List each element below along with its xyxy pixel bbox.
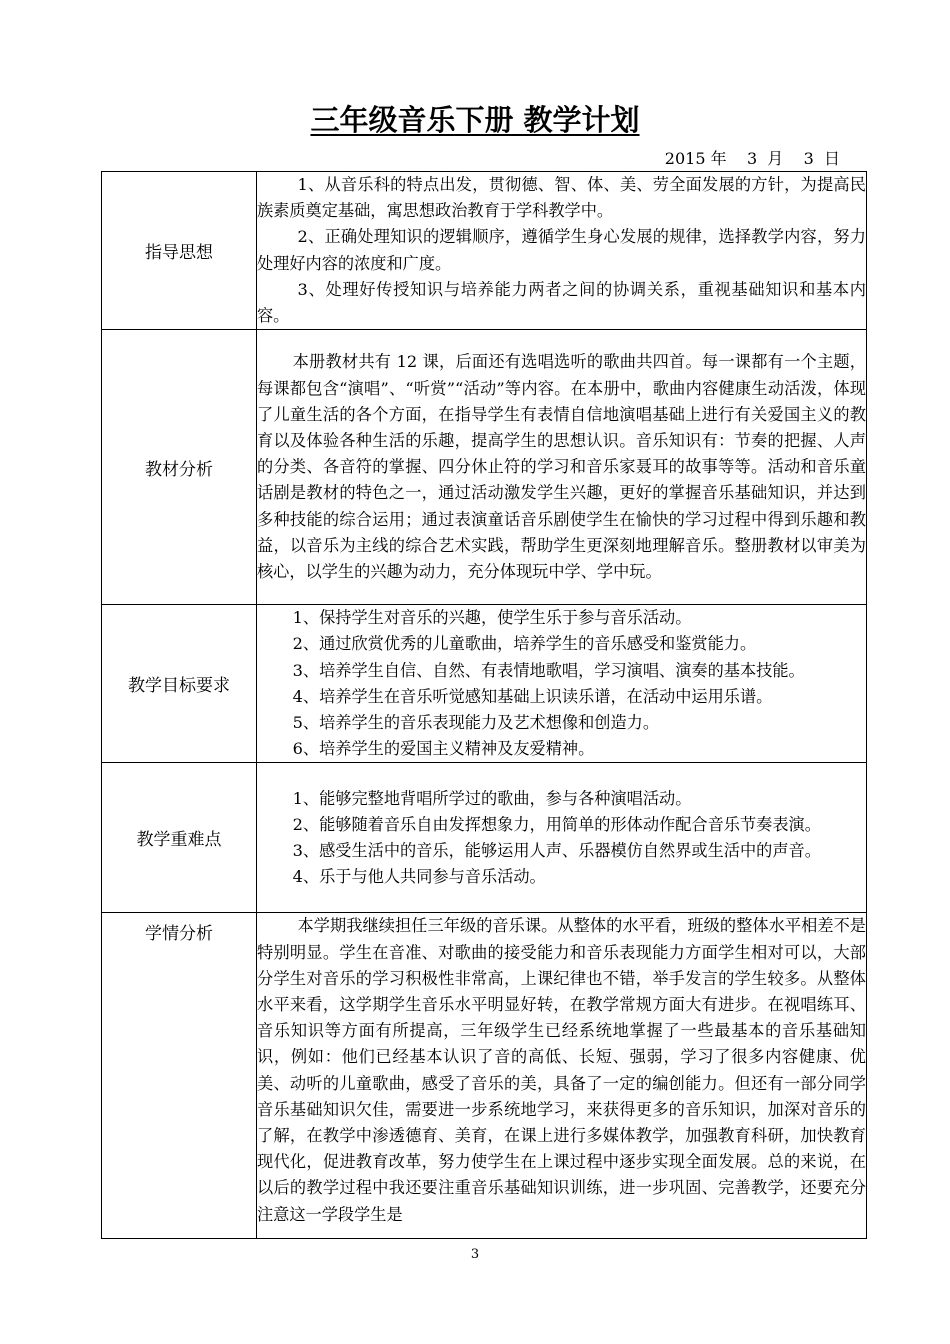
table-row	[102, 330, 867, 605]
paragraph: 1、从音乐科的特点出发，贯彻德、智、体、美、劳全面发展的方针，为提高民族素质奠定基础，寓思想政治教育于学科教学中。	[257, 175, 866, 221]
row-content-textbook-analysis	[257, 330, 867, 605]
page-title: 三年级音乐下册 教学计划	[310, 103, 640, 137]
row-label-textbook-analysis: 教材分析	[102, 330, 257, 605]
paragraph: 3、处理好传授知识与培养能力两者之间的协调关系，重视基础知识和基本内容。	[257, 279, 866, 326]
paragraph: 本学期我继续担任三年级的音乐课。从整体的水平看，班级的整体水平相差不是特别明显。学生在音准、对歌曲的接受能力和音乐表现能力方面学生相对可以，大部分学生对音乐的学习积极性非常高，上课纪律也不错，举手发言的学生较多。从整体水平来看，这学期学生音乐水平明显好转，在教学常规方面大有进步。在视唱练耳、音乐知识等方面有所提高，三年级学生已经系统地掌握了一些最基本的音乐基础知识，例如：他们已经基本认识了音的高低、长短、强弱，学习了很多内容健康、优美、动听的儿童歌曲，感受了音乐的美，具备了一定的编创能力。但还有一部分同学音乐基础知识欠佳，需要进一步系统地学习，来获得更多的音乐知识，加深对音乐的了解，在教学中渗透德育、美育，在课上进行多媒体教学，加强教育科研，加快教育现代化，促进教育改革，努力使学生在上课过程中逐步实现全面发展。总的来说，在以后的教学过程中我还要注重音乐基础知识训练，进一步巩固、完善教学，还要充分注意这一学段学生是	[257, 916, 866, 1224]
table-row	[102, 605, 867, 763]
row-label-key-difficulties: 教学重难点	[102, 763, 257, 913]
row-content-teaching-objectives	[257, 605, 867, 763]
date-line: 2015 年 3 月 3 日	[664, 149, 840, 168]
paragraph: 2、通过欣赏优秀的儿童歌曲，培养学生的音乐感受和鉴赏能力。	[292, 634, 757, 654]
teaching-plan-table	[101, 171, 867, 1239]
table-row	[102, 172, 867, 330]
row-content-student-analysis	[257, 913, 867, 1239]
paragraph: 本册教材共有 12 课，后面还有选唱选听的歌曲共四首。每一课都有一个主题，每课都包含“演唱”、“听赏”“活动”等内容。在本册中，歌曲内容健康生动活泼，体现了儿童生活的各个方面，在指导学生有表情自信地演唱基础上进行有关爱国主义的教育以及体验各种生活的乐趣，提高学生的思想认识。音乐知识有：节奏的把握、人声的分类、各音符的掌握、四分休止符的学习和音乐家聂耳的故事等等。活动和音乐童话剧是教材的特色之一，通过活动激发学生兴趣，更好的掌握音乐基础知识，并达到多种技能的综合运用；通过表演童话音乐剧使学生在愉快的学习过程中得到乐趣和教益，以音乐为主线的综合艺术实践，帮助学生更深刻地理解音乐。整册教材以审美为核心，以学生的兴趣为动力，充分体现玩中学、学中玩。	[257, 352, 866, 581]
paragraph: 4、乐于与他人共同参与音乐活动。	[292, 867, 546, 887]
table-row	[102, 913, 867, 1239]
paragraph: 3、培养学生自信、自然、有表情地歌唱，学习演唱、演奏的基本技能。	[292, 660, 805, 680]
paragraph: 2、能够随着音乐自由发挥想象力，用简单的形体动作配合音乐节奏表演。	[292, 814, 821, 834]
paragraph: 2、正确处理知识的逻辑顺序，遵循学生身心发展的规律，选择教学内容，努力处理好内容的浓度和广度。	[257, 227, 866, 273]
paragraph: 5、培养学生的音乐表现能力及艺术想像和创造力。	[292, 713, 660, 733]
paragraph: 4、培养学生在音乐听觉感知基础上识读乐谱，在活动中运用乐谱。	[292, 686, 773, 706]
table-row	[102, 763, 867, 913]
paragraph: 1、能够完整地背唱所学过的歌曲，参与各种演唱活动。	[292, 788, 692, 808]
row-content-guiding-ideology	[257, 172, 867, 330]
row-label-student-analysis: 学情分析	[102, 913, 257, 1239]
row-label-guiding-ideology: 指导思想	[102, 172, 257, 330]
row-content-key-difficulties	[257, 763, 867, 913]
paragraph: 1、保持学生对音乐的兴趣，使学生乐于参与音乐活动。	[292, 608, 692, 628]
page-number: 3	[470, 1247, 480, 1262]
paragraph: 3、感受生活中的音乐，能够运用人声、乐器模仿自然界或生活中的声音。	[292, 840, 821, 860]
row-label-teaching-objectives: 教学目标要求	[102, 605, 257, 763]
paragraph: 6、培养学生的爱国主义精神及友爱精神。	[292, 739, 595, 759]
